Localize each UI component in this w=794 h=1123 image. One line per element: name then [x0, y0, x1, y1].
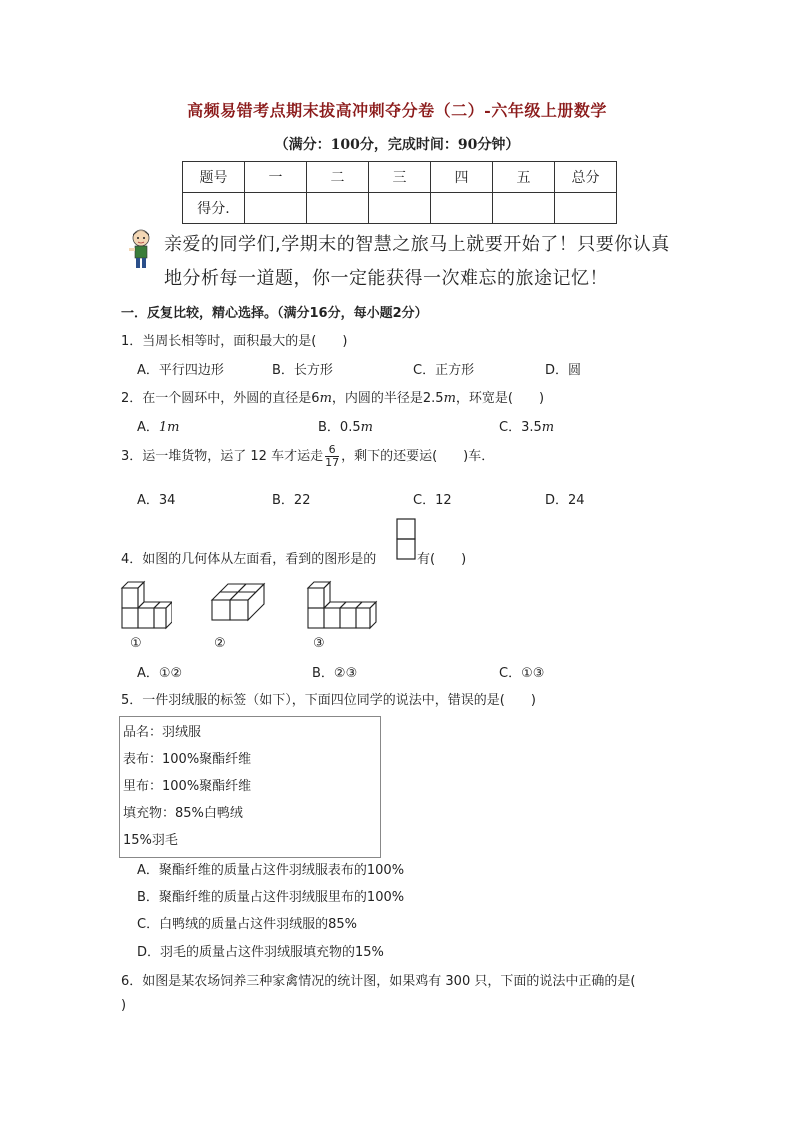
q4-stem-part-b: 有( ) — [417, 552, 467, 567]
score-cell-empty[interactable] — [555, 193, 617, 224]
q2-option-a-label: A． — [137, 420, 159, 435]
q2-option-c-label: C． — [499, 420, 522, 435]
q3-option-d[interactable]: D．24 — [545, 493, 585, 508]
q3-option-c[interactable]: C．12 — [413, 493, 452, 508]
q5-option-c[interactable]: C．白鸭绒的质量占这件羽绒服的85% — [137, 917, 357, 932]
q2-stem-part-a: 2．在一个圆环中，外圆的直径是 — [121, 391, 312, 406]
garment-label-line: 里布：100%聚酯纤维 — [123, 779, 252, 794]
q2-option-b-number: 0.5 — [339, 420, 361, 435]
two-square-column-icon — [396, 518, 416, 562]
q1-option-b[interactable]: B．长方形 — [272, 363, 333, 378]
garment-label-line: 填充物：85%白鸭绒 — [123, 806, 243, 821]
solid-figure-2 — [210, 582, 266, 624]
q3-option-a[interactable]: A．34 — [137, 493, 176, 508]
score-cell-header: 三 — [369, 162, 431, 193]
score-cell-empty[interactable] — [245, 193, 307, 224]
question-6-stem-line-1: 6．如图是某农场饲养三种家禽情况的统计图，如果鸡有 300 只，下面的说法中正确的是( — [121, 974, 636, 989]
garment-label-line: 表布：100%聚酯纤维 — [123, 752, 252, 767]
q2-stem-part-b: ，内圆的半径是 — [331, 391, 423, 406]
q2-unit-1: m — [319, 391, 332, 406]
garment-label-line: 品名：羽绒服 — [123, 725, 202, 740]
score-cell-header: 四 — [431, 162, 493, 193]
q4-option-a[interactable]: A．①② — [137, 666, 183, 681]
q2-option-a-value: 1m — [158, 420, 180, 435]
question-3-stem — [121, 444, 494, 469]
intro-line-2: 地分析每一道题，你一定能获得一次难忘的旅途记忆！ — [164, 268, 608, 289]
score-row-label: 得分. — [183, 193, 245, 224]
q4-option-c[interactable]: C．①③ — [499, 666, 545, 681]
score-cell-empty[interactable] — [369, 193, 431, 224]
score-table-header-row — [183, 162, 617, 193]
score-cell-header: 五 — [493, 162, 555, 193]
q2-option-b[interactable] — [318, 416, 373, 435]
q5-option-a[interactable]: A．聚酯纤维的质量占这件羽绒服表布的100% — [137, 863, 405, 878]
page-title: 高频易错考点期末拔高冲刺夺分卷（二）-六年级上册数学 — [187, 101, 607, 120]
question-5-stem: 5．一件羽绒服的标签（如下），下面四位同学的说法中，错误的是( ) — [121, 693, 536, 708]
question-4-stem — [121, 548, 376, 567]
q2-option-a[interactable] — [137, 416, 180, 435]
score-cell-empty[interactable] — [493, 193, 555, 224]
q2-unit-2: m — [443, 391, 456, 406]
q1-option-c[interactable]: C．正方形 — [413, 363, 475, 378]
q5-option-b[interactable]: B．聚酯纤维的质量占这件羽绒服里布的100% — [137, 890, 405, 905]
q4-stem-part-a: 4．如图的几何体从左面看，看到的图形是的 — [121, 552, 377, 567]
q2-option-c-unit: m — [541, 420, 555, 435]
score-cell-empty[interactable] — [431, 193, 493, 224]
q2-stem-part-c: ，环宽是( ) — [455, 391, 545, 406]
score-cell-header: 总分 — [555, 162, 617, 193]
q1-option-d[interactable]: D．圆 — [545, 363, 582, 378]
q3-fraction-denominator: 17 — [325, 456, 340, 469]
q3-fraction-numerator: 6 — [325, 444, 339, 457]
score-cell-header: 题号 — [183, 162, 245, 193]
figure-label-2: ② — [214, 636, 226, 651]
score-table — [182, 161, 617, 224]
question-1-stem: 1．当周长相等时，面积最大的是( ) — [121, 334, 348, 349]
q3-stem-part-b: ，剩下的还要运( )车． — [341, 449, 495, 464]
q2-option-b-unit: m — [360, 420, 373, 435]
figure-label-3: ③ — [313, 636, 325, 651]
solid-figure-1 — [120, 580, 172, 632]
q2-value-1: 6 — [311, 391, 320, 406]
q2-value-2: 2.5 — [422, 391, 444, 406]
question-2-stem — [121, 387, 544, 406]
score-cell-header: 二 — [307, 162, 369, 193]
q3-fraction — [325, 444, 339, 469]
figure-label-1: ① — [130, 636, 142, 651]
score-cell-header: 一 — [245, 162, 307, 193]
q3-option-b[interactable]: B．22 — [272, 493, 311, 508]
intro-line-1: 亲爱的同学们,学期末的智慧之旅马上就要开始了！只要你认真 — [164, 234, 670, 255]
question-6-stem-line-2: ) — [121, 998, 127, 1013]
section-heading: 一．反复比较，精心选择。（满分16分，每小题2分） — [121, 306, 428, 321]
q5-option-d[interactable]: D．羽毛的质量占这件羽绒服填充物的15% — [137, 945, 384, 960]
score-cell-empty[interactable] — [307, 193, 369, 224]
garment-label-line: 15%羽毛 — [123, 833, 178, 848]
page-subtitle: （满分：100分，完成时间：90分钟） — [274, 137, 520, 153]
q2-option-c-number: 3.5 — [521, 420, 542, 435]
q2-option-c[interactable] — [499, 416, 554, 435]
q3-stem-part-a: 3．运一堆货物，运了 12 车才运走 — [121, 449, 324, 464]
q1-option-a[interactable]: A．平行四边形 — [137, 363, 224, 378]
student-mascot-icon — [128, 228, 154, 270]
q4-option-b[interactable]: B．②③ — [312, 666, 358, 681]
score-table-score-row — [183, 193, 617, 224]
q2-option-b-label: B． — [318, 420, 340, 435]
solid-figure-3 — [306, 580, 378, 632]
